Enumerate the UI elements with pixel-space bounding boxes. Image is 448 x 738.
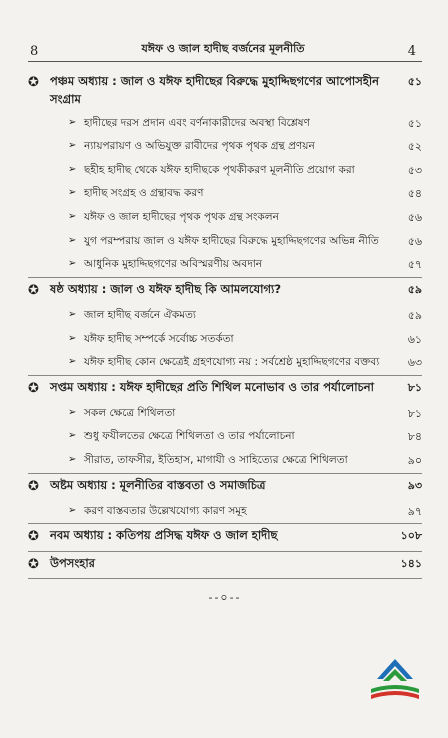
item-title: সকল ক্ষেত্রে শিথিলতা bbox=[84, 406, 176, 419]
toc-chapter[interactable] bbox=[28, 376, 422, 402]
page-number: 8 bbox=[30, 44, 39, 59]
arrow-icon: ➢ bbox=[68, 140, 77, 152]
item-page: ৫১ bbox=[407, 116, 422, 130]
item-page: ৫৪ bbox=[407, 187, 422, 201]
item-title: করণ বাস্তবতার উল্লেখযোগ্য কারণ সমূহ bbox=[84, 504, 247, 517]
toc-item[interactable] bbox=[28, 135, 422, 159]
item-page: ৫৩ bbox=[407, 163, 422, 177]
star-flower-icon: ✪ bbox=[28, 380, 39, 396]
chapter-title: ষষ্ঠ অধ্যায় : জাল ও যঈফ হাদীছ কি আমলযোগ্য? bbox=[50, 281, 282, 296]
item-title: সীরাত, তাফসীর, ইতিহাস, মাগাযী ও সাহিত্যের ক্ষেত্রে শিথিলতা bbox=[84, 454, 348, 467]
item-page: ৬১ bbox=[407, 332, 422, 346]
chapter-page: ৫১ bbox=[407, 75, 422, 88]
chapter-title: নবম অধ্যায় : কতিপয় প্রসিদ্ধ যঈফ ও জাল হাদীছ bbox=[50, 528, 278, 543]
item-title: যঈফ হাদীছ কোন ক্ষেত্রেই গ্রহণযোগ্য নয় : সর্বশ্রেষ্ঠ মুহাদ্দিছগণের বক্তব্য bbox=[84, 356, 380, 369]
star-flower-icon: ✪ bbox=[28, 75, 39, 90]
chapter-page: ১৪১ bbox=[400, 556, 422, 570]
arrow-icon: ➢ bbox=[68, 163, 77, 175]
toc-item[interactable] bbox=[28, 351, 422, 375]
arrow-icon: ➢ bbox=[68, 187, 77, 199]
toc-item[interactable] bbox=[28, 182, 422, 206]
chapter-page: ৫৯ bbox=[407, 282, 422, 296]
end-mark: --০-- bbox=[208, 590, 242, 604]
toc-item[interactable] bbox=[28, 112, 422, 136]
item-page: ৮৪ bbox=[407, 430, 422, 444]
arrow-icon: ➢ bbox=[68, 430, 77, 442]
chapter-title: উপসংহার bbox=[50, 555, 96, 570]
arrow-icon: ➢ bbox=[68, 234, 77, 246]
star-flower-icon: ✪ bbox=[28, 478, 39, 494]
toc-item[interactable] bbox=[28, 449, 422, 473]
arrow-icon: ➢ bbox=[68, 116, 77, 128]
chapter-title: অষ্টম অধ্যায় : মূলনীতির বাস্তবতা ও সমাজচিত্র bbox=[50, 477, 266, 492]
arrow-icon: ➢ bbox=[68, 308, 77, 320]
item-title: যঈফ হাদীছ সম্পর্কে সর্বোচ্চ সতর্কতা bbox=[84, 332, 234, 345]
arrow-icon: ➢ bbox=[68, 504, 77, 516]
item-title: যঈফ ও জাল হাদীছের পৃথক পৃথক গ্রন্থ সংকলন bbox=[84, 211, 279, 223]
arrow-icon: ➢ bbox=[68, 332, 77, 344]
publisher-logo-icon bbox=[363, 655, 427, 705]
toc-chapter[interactable] bbox=[28, 552, 422, 578]
item-page: ৫৬ bbox=[407, 234, 422, 248]
arrow-icon: ➢ bbox=[68, 356, 77, 368]
item-title: হাদীছের দরস প্রদান এবং বর্ণনাকারীদের অবস্থা বিশ্লেষণ bbox=[84, 116, 310, 129]
item-page: ৯০ bbox=[407, 454, 422, 468]
toc-chapter[interactable] bbox=[28, 70, 422, 112]
table-of-contents bbox=[28, 70, 422, 579]
item-title: হাদীছ সংগ্রহ ও গ্রন্থাবদ্ধ করণ bbox=[84, 187, 204, 200]
toc-item[interactable] bbox=[28, 402, 422, 426]
item-page: ৮১ bbox=[407, 406, 422, 420]
star-flower-icon: ✪ bbox=[28, 556, 39, 572]
chapter-title: পঞ্চম অধ্যায় : জাল ও যঈফ হাদীছের বিরুদ্ধে মুহাদ্দিছগণের আপোসহীন সংগ্রাম bbox=[50, 74, 380, 106]
chapter-page: ৮১ bbox=[407, 380, 422, 394]
item-page: ৬৩ bbox=[407, 356, 422, 370]
page-header bbox=[28, 40, 422, 62]
running-title: যঈফ ও জাল হাদীছ বর্জনের মূলনীতি bbox=[141, 42, 305, 55]
item-page: ৫৭ bbox=[407, 258, 422, 272]
toc-item[interactable] bbox=[28, 159, 422, 183]
chapter-page: ৯৩ bbox=[407, 478, 422, 492]
star-flower-icon: ✪ bbox=[28, 282, 39, 298]
toc-item[interactable] bbox=[28, 500, 422, 524]
toc-item[interactable] bbox=[28, 230, 422, 254]
chapter-page: ১০৮ bbox=[400, 529, 422, 543]
item-title: আধুনিক মুহাদ্দিছগণের অবিস্মরণীয় অবদান bbox=[84, 258, 263, 271]
toc-chapter[interactable] bbox=[28, 278, 422, 304]
arrow-icon: ➢ bbox=[68, 406, 77, 418]
item-title: যুগ পরম্পরায় জাল ও যঈফ হাদীছের বিরুদ্ধে মুহাদ্দিছগণের অভিন্ন নীতি bbox=[84, 234, 379, 247]
toc-item[interactable] bbox=[28, 425, 422, 449]
item-title: ছহীহ হাদীছ থেকে যঈফ হাদীছকে পৃথকীকরণ মূলনীতি প্রয়োগ করা bbox=[84, 163, 355, 176]
arrow-icon: ➢ bbox=[68, 211, 77, 222]
arrow-icon: ➢ bbox=[68, 454, 77, 466]
item-title: ন্যায়পরায়ণ ও অভিযুক্ত রাবীদের পৃথক পৃথক গ্রন্থ প্রণয়ন bbox=[84, 140, 315, 153]
toc-item[interactable] bbox=[28, 253, 422, 277]
toc-item[interactable] bbox=[28, 328, 422, 352]
chapter-number: 4 bbox=[407, 44, 416, 59]
toc-chapter[interactable] bbox=[28, 474, 422, 500]
arrow-icon: ➢ bbox=[68, 258, 77, 270]
toc-chapter[interactable] bbox=[28, 524, 422, 550]
item-page: ৫৯ bbox=[407, 308, 422, 322]
item-page: ৫২ bbox=[407, 140, 422, 154]
item-page: ৫৬ bbox=[407, 211, 422, 224]
star-flower-icon: ✪ bbox=[28, 529, 39, 545]
toc-item[interactable] bbox=[28, 206, 422, 230]
toc-item[interactable] bbox=[28, 304, 422, 328]
item-title: শুধু ফযীলতের ক্ষেত্রে শিথিলতা ও তার পর্যালোচনা bbox=[84, 430, 295, 443]
item-page: ৯৭ bbox=[407, 504, 422, 518]
chapter-title: সপ্তম অধ্যায় : যঈফ হাদীছের প্রতি শিথিল মনোভাব ও তার পর্যালোচনা bbox=[50, 379, 374, 394]
item-title: জাল হাদীছ বর্জনে ঐকমত্য bbox=[84, 308, 196, 321]
divider bbox=[28, 578, 422, 579]
